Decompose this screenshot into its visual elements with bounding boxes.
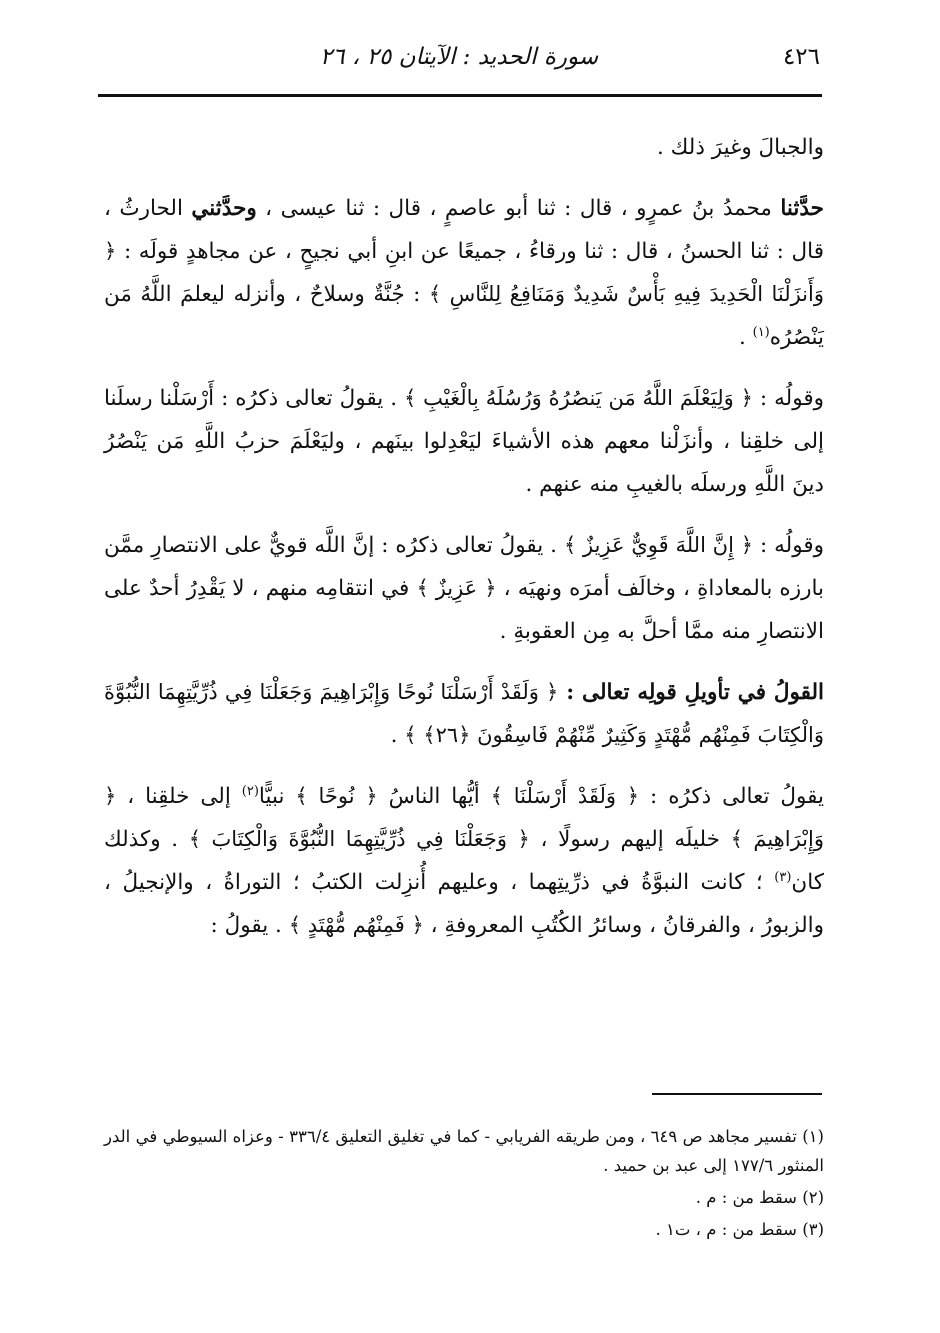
paragraph-text: وقولُه : [753, 533, 824, 558]
footnote-marker: (١) [752, 324, 770, 340]
paragraph-text: الحارثُ ، قال : ثنا الحسنُ ، قال : ثنا ورقاءُ ، جميعًا عن ابنِ أبي نجيحٍ ، عن مجاهدٍ قولَه : [104, 196, 824, 264]
paragraph-text: ؛ كانت النبوَّةُ في ذرِّيتِهما ، وعليهم أُنزِلت الكتبُ ؛ التوراةُ ، والإنجيلُ ، والزبورُ ، والفرقانُ ، وسائرُ الكُتُبِ المعروفةِ ، [104, 870, 824, 938]
paragraph-4 [104, 524, 824, 653]
page-number: ٤٢٦ [782, 44, 820, 70]
isnad-lead: حدَّثنا [780, 196, 824, 221]
footnote-marker: (٢) [241, 783, 259, 799]
footnotes [104, 1122, 824, 1247]
page-header [98, 44, 820, 80]
paragraph-text: وقولُه : [752, 386, 824, 411]
paragraph-text: في انتقامِه منهم ، لا يَقْدِرُ أحدٌ على الانتصارِ منه ممَّا أحلَّ به مِن العقوبةِ . [104, 576, 824, 644]
main-text [104, 126, 824, 965]
paragraph-text: . يقولُ : [210, 913, 289, 938]
paragraph-text: خليلَه إليهم رسولًا ، [529, 827, 731, 852]
paragraph-text: محمدُ بنُ عمرٍو ، قال : ثنا أبو عاصمٍ ، قال : ثنا عيسى ، [256, 196, 781, 221]
footnote-3: (٣) سقط من : م ، ت١ . [655, 1220, 824, 1239]
header-rule [98, 94, 822, 97]
quran-quote: ﴿ وَلَقَدْ أَرْسَلْنَا ﴾ [490, 784, 640, 808]
quran-quote: ﴿ وَجَعَلْنَا فِي ذُرِّيَّتِهِمَا النُّبُوَّةَ وَالْكِتَابَ ﴾ [188, 827, 530, 851]
isnad-lead: وحدَّثني [191, 196, 257, 221]
footnote-2: (٢) سقط من : م . [695, 1188, 824, 1207]
paragraph-text: . يقولُ تعالى ذكرُه : إنَّ اللَّه قويٌّ على الانتصارِ ممَّن بارزه بالمعاداةِ ، وخالَف أمرَه ونهيَه ، [104, 533, 824, 601]
paragraph-text: نبيًّا [258, 784, 296, 809]
paragraph-text: . [390, 723, 405, 748]
quran-quote: ﴿ عَزِيزٌ ﴾ [416, 576, 497, 600]
running-title: سورة الحديد : الآيتان ٢٥ ، ٢٦ [319, 44, 599, 70]
section-heading: القولُ في تأويلِ قولِه تعالى : [558, 680, 824, 705]
quran-quote: ﴿ وَأَنزَلْنَا الْحَدِيدَ فِيهِ بَأْسٌ شَدِيدٌ وَمَنَافِعُ لِلنَّاسِ ﴾ [104, 239, 825, 306]
paragraph-text: : جُنَّةٌ وسلاحٌ ، وأنزله ليعلمَ اللَّهُ مَن يَنْصُرُه [104, 282, 824, 350]
paragraph-6 [104, 775, 824, 947]
footnote-marker: (٣) [774, 869, 792, 885]
footnote-1: (١) تفسير مجاهد ص ٦٤٩ ، ومن طريقه الفريابي - كما في تغليق التعليق ٣٣٦/٤ - وعزاه السيوطي في الدر المنثور ١٧٧/٦ إلى عبد بن حميد . [104, 1127, 824, 1175]
quran-quote: ﴿ وَلِيَعْلَمَ اللَّهُ مَن يَنصُرُهُ وَرُسُلَهُ بِالْغَيْبِ ﴾ [404, 386, 753, 410]
quran-quote: ﴿ فَمِنْهُم مُّهْتَدٍ ﴾ [288, 913, 424, 937]
quran-quote: ﴿ وَلَقَدْ أَرْسَلْنَا نُوحًا وَإِبْرَاهِيمَ وَجَعَلْنَا فِي ذُرِّيَّتِهِمَا النُّبُوَّةَ وَالْكِتَابَ فَمِنْهُم مُّهْتَدٍ وَكَثِيرٌ مِّنْهُمْ فَاسِقُونَ ﴿٢٦﴾ ﴾ [104, 680, 824, 747]
paragraph-5 [104, 671, 824, 757]
paragraph-2 [104, 187, 824, 359]
quran-quote: ﴿ وَإِبْرَاهِيمَ ﴾ [104, 784, 824, 851]
footnote-rule [652, 1093, 822, 1095]
paragraph-1 [104, 126, 824, 169]
paragraph-text: أيُّها الناسُ [377, 784, 491, 809]
quran-quote: ﴿ نُوحًا ﴾ [295, 784, 378, 808]
paragraph-text: والجبالَ وغيرَ ذلك . [656, 135, 824, 160]
paragraph-text: يقولُ تعالى ذكرُه : [639, 784, 824, 809]
paragraph-text: إلى خلقِنا ، [116, 784, 242, 809]
paragraph-3 [104, 377, 824, 506]
paragraph-text: . يقولُ تعالى ذكرُه : أَرْسَلْنا رسلَنا إلى خلقِنا ، وأنزَلْنا معهم هذه الأشياءَ ليَعْدِلوا بينَهم ، وليَعْلَمَ حزبُ اللَّهِ مَن يَنْصُرُ دينَ اللَّهِ ورسلَه بالغيبِ منه عنهم . [104, 386, 824, 497]
paragraph-text: . [738, 325, 753, 350]
quran-quote: ﴿ إِنَّ اللَّهَ قَوِيٌّ عَزِيزٌ ﴾ [563, 533, 754, 557]
paragraph-text: . وكذلك كان [104, 827, 824, 895]
